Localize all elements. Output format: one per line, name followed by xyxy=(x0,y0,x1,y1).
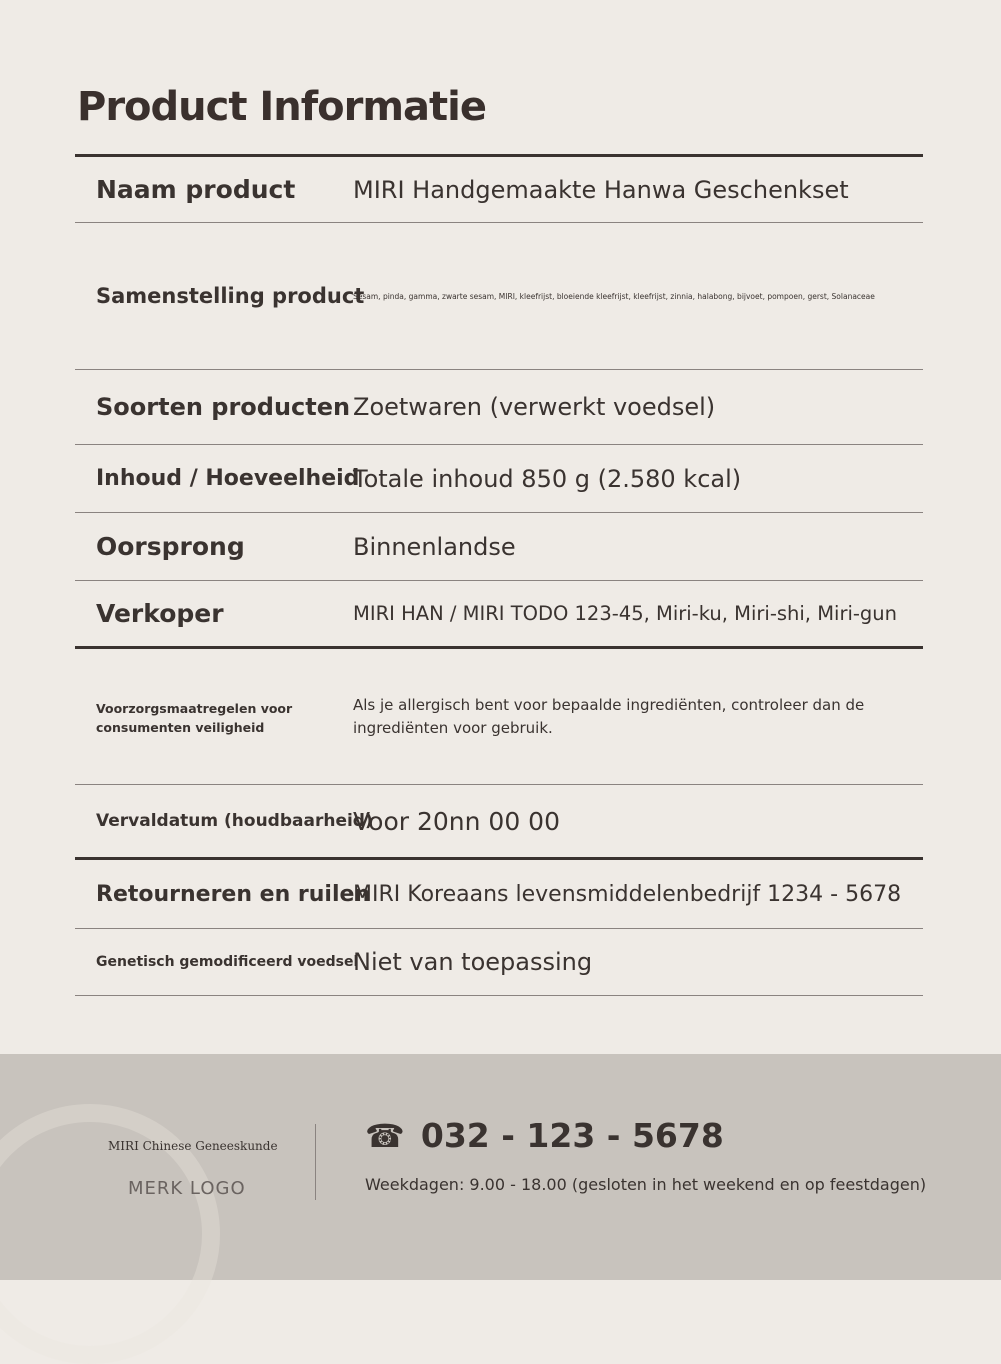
row-label: Retourneren en ruilen xyxy=(96,881,371,907)
row-value: Totale inhoud 850 g (2.580 kcal) xyxy=(353,464,742,493)
row-value: Voor 20nn 00 00 xyxy=(353,806,560,836)
row-label: Inhoud / Hoeveelheid xyxy=(96,466,360,491)
row-value: Als je allergisch bent voor bepaalde ingrediënten, controleer dan de ingrediënten voor gebruik. xyxy=(353,696,865,737)
footer-divider xyxy=(315,1124,316,1200)
row-value: MIRI Handgemaakte Hanwa Geschenkset xyxy=(353,175,849,204)
row-label: Oorsprong xyxy=(96,532,245,561)
row-value: Zoetwaren (verwerkt voedsel) xyxy=(353,393,716,421)
page-title: Product Informatie xyxy=(77,84,486,130)
footer xyxy=(0,1054,1001,1280)
row-value: Niet van toepassing xyxy=(353,948,593,976)
row-label: Soorten producten xyxy=(96,393,351,421)
table-row xyxy=(75,581,923,646)
opening-hours: Weekdagen: 9.00 - 18.00 (gesloten in het weekend en op feestdagen) xyxy=(365,1175,927,1194)
row-label: Naam product xyxy=(96,175,296,204)
row-label: Verkoper xyxy=(96,599,224,628)
row-value: MIRI Koreaans levensmiddelenbedrijf 1234 - 5678 xyxy=(353,881,902,907)
table-row xyxy=(75,513,923,580)
brand-logo: MERK LOGO xyxy=(128,1178,246,1199)
telephone-icon: ☎ xyxy=(365,1116,405,1155)
row-label: Voorzorgsmaatregelen voor consumenten veiligheid xyxy=(96,701,293,735)
table-row xyxy=(75,649,923,784)
table-row xyxy=(75,223,923,369)
row-value: Sesam, pinda, gamma, zwarte sesam, MIRI, kleefrijst, bloeiende kleefrijst, kleefrijst, zinnia, halabong, bijvoet, pompoen, gerst, Solanaceae xyxy=(353,291,875,301)
divider xyxy=(75,995,923,996)
row-label: Genetisch gemodificeerd voedsel xyxy=(96,954,359,970)
brand-name: MIRI Chinese Geneeskunde xyxy=(108,1139,278,1153)
table-row xyxy=(75,929,923,995)
row-value: Binnenlandse xyxy=(353,532,516,561)
table-row xyxy=(75,370,923,444)
table-row xyxy=(75,445,923,512)
table-row xyxy=(75,785,923,857)
phone-number xyxy=(365,1116,724,1155)
table-row xyxy=(75,860,923,928)
table-row xyxy=(75,157,923,222)
phone-text: 032 - 123 - 5678 xyxy=(420,1116,724,1155)
row-value: MIRI HAN / MIRI TODO 123-45, Miri-ku, Miri-shi, Miri-gun xyxy=(353,602,898,625)
row-label: Vervaldatum (houdbaarheid) xyxy=(96,811,373,831)
row-label: Samenstelling product xyxy=(96,284,365,308)
